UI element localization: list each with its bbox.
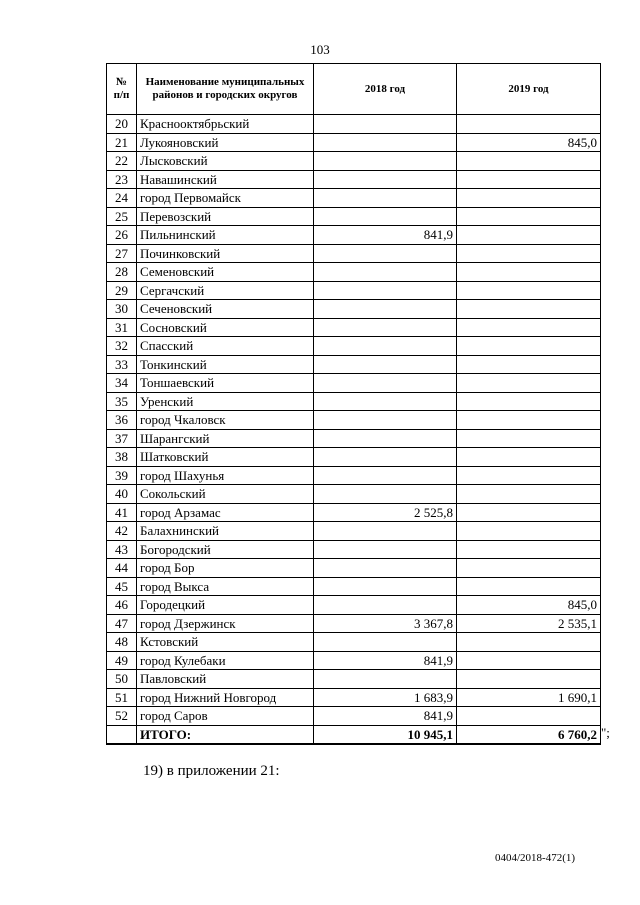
row-2018-cell: 841,9: [314, 651, 457, 670]
row-2018-cell: [314, 244, 457, 263]
row-2019-cell: [457, 411, 601, 430]
row-name-cell: Кстовский: [137, 633, 314, 652]
table-row: [107, 207, 601, 226]
table-row: [107, 263, 601, 282]
row-2019-cell: [457, 559, 601, 578]
row-num-cell: 31: [107, 318, 137, 337]
page-number: 103: [310, 42, 330, 57]
row-num-cell: 40: [107, 485, 137, 504]
row-num-cell: 52: [107, 707, 137, 726]
row-2018-cell: [314, 300, 457, 319]
row-num-cell: 24: [107, 189, 137, 208]
row-2019-cell: [457, 485, 601, 504]
row-num-cell: 44: [107, 559, 137, 578]
row-name-cell: Шарангский: [137, 429, 314, 448]
row-name-cell: Починковский: [137, 244, 314, 263]
row-name-cell: Краснооктябрьский: [137, 115, 314, 134]
row-2018-cell: 1 683,9: [314, 688, 457, 707]
total-num-cell: [107, 725, 137, 744]
row-name-cell: Спасский: [137, 337, 314, 356]
row-2018-cell: [314, 207, 457, 226]
row-2018-cell: [314, 133, 457, 152]
row-2018-cell: [314, 448, 457, 467]
row-name-cell: Тонкинский: [137, 355, 314, 374]
row-2018-cell: [314, 670, 457, 689]
table-row: [107, 651, 601, 670]
row-name-cell: Навашинский: [137, 170, 314, 189]
row-2019-cell: [457, 226, 601, 245]
row-2018-cell: [314, 374, 457, 393]
document-code: 0404/2018-472(1): [495, 852, 576, 864]
row-name-cell: город Первомайск: [137, 189, 314, 208]
table-row: [107, 281, 601, 300]
table-row: [107, 485, 601, 504]
row-2018-cell: [314, 633, 457, 652]
row-name-cell: Пильнинский: [137, 226, 314, 245]
row-2019-cell: [457, 577, 601, 596]
row-name-cell: Семеновский: [137, 263, 314, 282]
row-2018-cell: [314, 263, 457, 282]
table-row: [107, 614, 601, 633]
row-name-cell: город Чкаловск: [137, 411, 314, 430]
table-row: [107, 577, 601, 596]
row-num-cell: 41: [107, 503, 137, 522]
row-name-cell: город Дзержинск: [137, 614, 314, 633]
row-2019-cell: [457, 207, 601, 226]
row-num-cell: 25: [107, 207, 137, 226]
table-row: [107, 429, 601, 448]
table-row: [107, 411, 601, 430]
row-num-cell: 22: [107, 152, 137, 171]
row-num-cell: 51: [107, 688, 137, 707]
row-2019-cell: [457, 633, 601, 652]
table-row: [107, 633, 601, 652]
row-2019-cell: [457, 448, 601, 467]
row-2018-cell: [314, 522, 457, 541]
row-2018-cell: [314, 392, 457, 411]
row-2019-cell: [457, 355, 601, 374]
row-2019-cell: [457, 115, 601, 134]
header-name: Наименование муниципальных районов и городских округов: [137, 64, 314, 115]
row-2018-cell: 3 367,8: [314, 614, 457, 633]
row-name-cell: город Бор: [137, 559, 314, 578]
table-row: [107, 337, 601, 356]
row-2019-cell: [457, 670, 601, 689]
row-name-cell: Сокольский: [137, 485, 314, 504]
table-row: [107, 318, 601, 337]
row-name-cell: город Выкса: [137, 577, 314, 596]
row-num-cell: 26: [107, 226, 137, 245]
row-2018-cell: [314, 152, 457, 171]
row-num-cell: 30: [107, 300, 137, 319]
row-2018-cell: [314, 596, 457, 615]
row-2019-cell: [457, 281, 601, 300]
row-2018-cell: [314, 429, 457, 448]
row-name-cell: город Арзамас: [137, 503, 314, 522]
row-name-cell: город Нижний Новгород: [137, 688, 314, 707]
row-num-cell: 37: [107, 429, 137, 448]
row-name-cell: Сергачский: [137, 281, 314, 300]
table-row: [107, 596, 601, 615]
table-row: [107, 707, 601, 726]
header-2018: 2018 год: [314, 64, 457, 115]
header-2019: 2019 год: [457, 64, 601, 115]
row-name-cell: Шатковский: [137, 448, 314, 467]
row-2018-cell: [314, 318, 457, 337]
row-name-cell: Балахнинский: [137, 522, 314, 541]
row-name-cell: Городецкий: [137, 596, 314, 615]
table-row: [107, 559, 601, 578]
row-2019-cell: 1 690,1: [457, 688, 601, 707]
total-row: [107, 725, 601, 744]
row-2019-cell: [457, 152, 601, 171]
row-num-cell: 39: [107, 466, 137, 485]
table-row: [107, 374, 601, 393]
row-name-cell: Сеченовский: [137, 300, 314, 319]
row-2019-cell: [457, 522, 601, 541]
row-num-cell: 27: [107, 244, 137, 263]
closing-quote: ";: [601, 725, 610, 740]
table-body: [107, 115, 601, 726]
row-2019-cell: [457, 503, 601, 522]
row-2018-cell: [314, 577, 457, 596]
row-2019-cell: [457, 466, 601, 485]
row-name-cell: Тоншаевский: [137, 374, 314, 393]
row-2019-cell: [457, 707, 601, 726]
row-2019-cell: 2 535,1: [457, 614, 601, 633]
row-2019-cell: [457, 244, 601, 263]
table-row: [107, 670, 601, 689]
row-num-cell: 49: [107, 651, 137, 670]
table-row: [107, 226, 601, 245]
row-num-cell: 33: [107, 355, 137, 374]
row-num-cell: 35: [107, 392, 137, 411]
row-num-cell: 34: [107, 374, 137, 393]
row-num-cell: 46: [107, 596, 137, 615]
row-2018-cell: [314, 170, 457, 189]
table-row: [107, 448, 601, 467]
row-2019-cell: [457, 318, 601, 337]
row-2018-cell: [314, 115, 457, 134]
row-num-cell: 50: [107, 670, 137, 689]
total-label: ИТОГО:: [137, 725, 314, 744]
row-num-cell: 45: [107, 577, 137, 596]
row-2019-cell: [457, 651, 601, 670]
row-2018-cell: [314, 189, 457, 208]
row-2018-cell: [314, 337, 457, 356]
row-2018-cell: [314, 559, 457, 578]
row-2018-cell: 2 525,8: [314, 503, 457, 522]
row-num-cell: 29: [107, 281, 137, 300]
table-row: [107, 522, 601, 541]
row-name-cell: Богородский: [137, 540, 314, 559]
table-row: [107, 152, 601, 171]
header-num: № п/п: [107, 64, 137, 115]
row-name-cell: Уренский: [137, 392, 314, 411]
table-header-row: [107, 64, 601, 115]
row-num-cell: 23: [107, 170, 137, 189]
total-2019: 6 760,2: [457, 725, 601, 744]
row-num-cell: 36: [107, 411, 137, 430]
row-num-cell: 21: [107, 133, 137, 152]
row-num-cell: 32: [107, 337, 137, 356]
table-row: [107, 189, 601, 208]
row-name-cell: Перевозский: [137, 207, 314, 226]
row-2019-cell: [457, 337, 601, 356]
row-2019-cell: [457, 429, 601, 448]
row-2019-cell: [457, 374, 601, 393]
table-row: [107, 466, 601, 485]
row-name-cell: город Саров: [137, 707, 314, 726]
row-name-cell: Сосновский: [137, 318, 314, 337]
paragraph-text: 19) в приложении 21:: [143, 763, 280, 779]
row-2019-cell: 845,0: [457, 133, 601, 152]
table-row: [107, 244, 601, 263]
row-name-cell: город Кулебаки: [137, 651, 314, 670]
row-2018-cell: 841,9: [314, 707, 457, 726]
table-row: [107, 503, 601, 522]
row-num-cell: 38: [107, 448, 137, 467]
table-row: [107, 540, 601, 559]
row-2018-cell: 841,9: [314, 226, 457, 245]
table-row: [107, 170, 601, 189]
row-2018-cell: [314, 466, 457, 485]
row-num-cell: 28: [107, 263, 137, 282]
data-table: [106, 63, 601, 745]
row-2019-cell: [457, 170, 601, 189]
row-2018-cell: [314, 281, 457, 300]
row-num-cell: 47: [107, 614, 137, 633]
table-row: [107, 300, 601, 319]
row-name-cell: Лукояновский: [137, 133, 314, 152]
row-2018-cell: [314, 355, 457, 374]
row-num-cell: 42: [107, 522, 137, 541]
row-name-cell: Лысковский: [137, 152, 314, 171]
table-row: [107, 133, 601, 152]
row-2018-cell: [314, 485, 457, 504]
row-2019-cell: [457, 189, 601, 208]
row-2018-cell: [314, 540, 457, 559]
row-2019-cell: [457, 392, 601, 411]
row-name-cell: город Шахунья: [137, 466, 314, 485]
row-2018-cell: [314, 411, 457, 430]
table-row: [107, 355, 601, 374]
row-2019-cell: [457, 540, 601, 559]
row-2019-cell: [457, 300, 601, 319]
row-num-cell: 48: [107, 633, 137, 652]
row-2019-cell: [457, 263, 601, 282]
row-name-cell: Павловский: [137, 670, 314, 689]
total-2018: 10 945,1: [314, 725, 457, 744]
row-2019-cell: 845,0: [457, 596, 601, 615]
row-num-cell: 43: [107, 540, 137, 559]
table-row: [107, 688, 601, 707]
table-row: [107, 392, 601, 411]
row-num-cell: 20: [107, 115, 137, 134]
table-row: [107, 115, 601, 134]
